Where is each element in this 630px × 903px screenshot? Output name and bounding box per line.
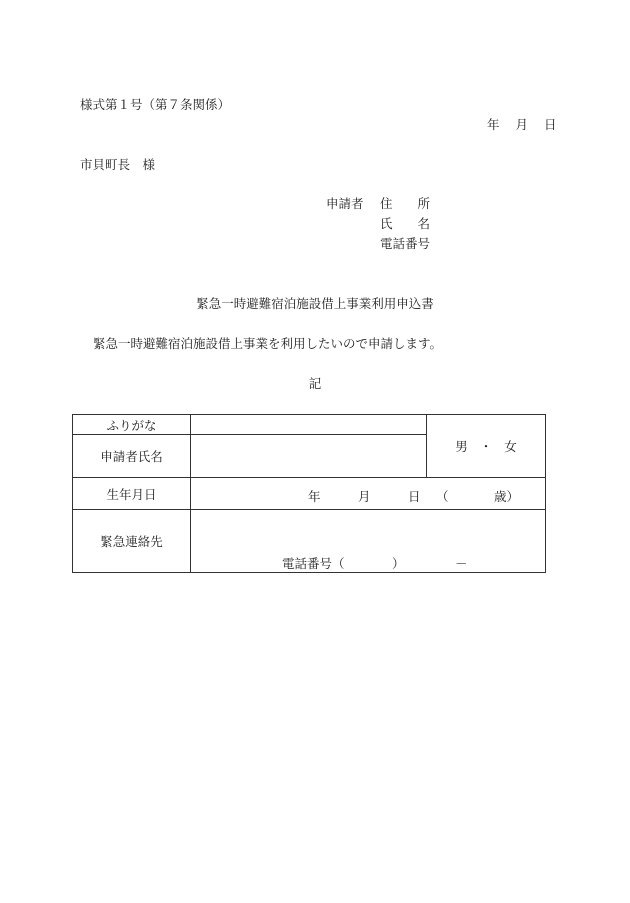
date-month: 月 [515, 117, 529, 132]
date-line [487, 119, 557, 132]
applicant-name-label-cell: 申請者氏名 [73, 435, 191, 478]
birthdate-label: 生年月日 [73, 478, 191, 510]
contact-phone-label: 電話番号（ [282, 556, 345, 571]
furigana-field[interactable] [191, 415, 427, 435]
applicant-phone-label: 電話番号 [380, 236, 431, 251]
age-label: 歳） [494, 489, 520, 504]
date-year: 年 [487, 117, 500, 132]
applicant-name-label: 氏 名 [380, 216, 431, 231]
furigana-label: ふりがな [73, 415, 191, 435]
contact-phone-dash: － [455, 556, 468, 571]
birthdate-field[interactable] [191, 478, 546, 510]
emergency-row [73, 510, 546, 573]
birth-year: 年 [308, 489, 321, 504]
gender-male[interactable]: 男 [455, 439, 468, 454]
contact-phone-close: ） [392, 556, 405, 571]
gender-dot: ・ [479, 439, 493, 454]
body-text: 緊急一時避難宿泊施設借上事業を利用したいので申請します。 [93, 336, 443, 351]
gender-female[interactable]: 女 [504, 439, 517, 454]
birth-day: 日 [408, 489, 421, 504]
applicant-address-label: 住 所 [380, 196, 431, 211]
furigana-row [73, 415, 546, 435]
gender-cell[interactable] [427, 415, 546, 478]
emergency-field[interactable] [191, 510, 546, 573]
document-title: 緊急一時避難宿泊施設借上事業利用申込書 [196, 296, 434, 311]
date-day: 日 [544, 117, 557, 132]
ki-marker: 記 [308, 376, 322, 391]
applicant-label: 申請者 [326, 196, 364, 211]
application-table [72, 414, 546, 573]
birth-month: 月 [358, 489, 371, 504]
recipient: 市貝町長 様 [80, 157, 156, 172]
gender-options [455, 439, 517, 454]
form-number: 様式第１号（第７条関係） [80, 97, 231, 112]
applicant-name-field[interactable] [191, 435, 427, 478]
birthdate-row [73, 478, 546, 510]
emergency-label: 緊急連絡先 [73, 510, 191, 573]
age-open: （ [436, 489, 449, 504]
